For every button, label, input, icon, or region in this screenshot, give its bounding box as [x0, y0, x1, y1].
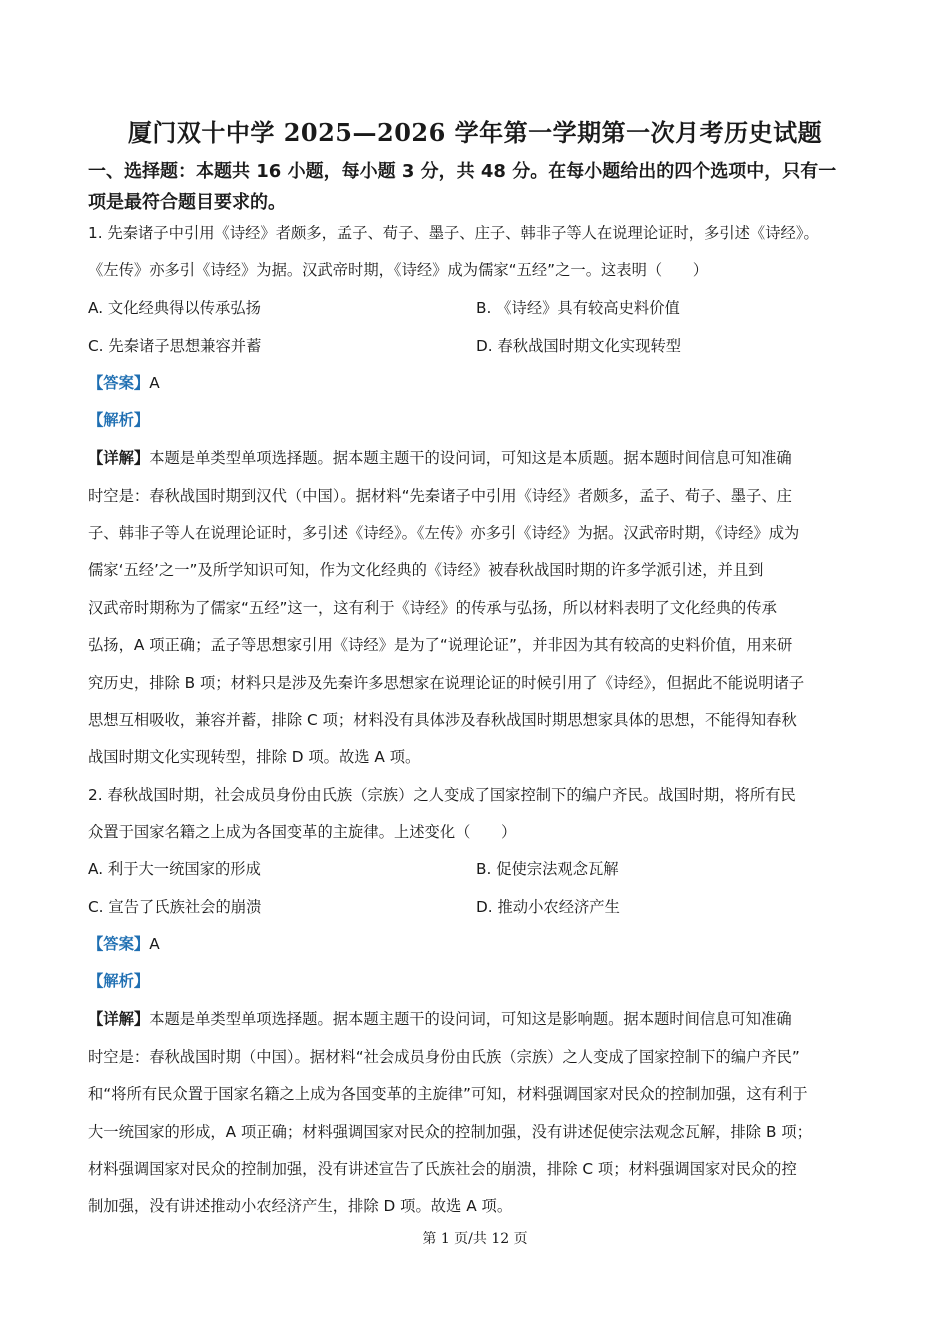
analysis-tag: 【解析】 — [88, 972, 150, 990]
page-title: 厦门双十中学 2025—2026 学年第一学期第一次月考历史试题 — [127, 118, 823, 147]
answer-value: A — [149, 935, 160, 953]
question-2-detail-line-3: 和“将所有民众置于国家名籍之上成为各国变革的主旋律”可知，材料强调国家对民众的控制加强，这有利于 — [88, 1085, 808, 1103]
question-2-option-c: C. 宣告了氏族社会的崩溃 — [88, 898, 262, 916]
section-heading-line-2: 项是最符合题目要求的。 — [88, 192, 286, 213]
question-1-detail-line-2: 时空是：春秋战国时期到汉代（中国）。据材料“先秦诸子中引用《诗经》者颇多，孟子、荀子、墨子、庄 — [88, 487, 792, 505]
question-2-detail-line-1 — [88, 1008, 792, 1030]
question-2-option-a: A. 利于大一统国家的形成 — [88, 860, 261, 878]
section-heading-line-1: 一、选择题：本题共 16 小题，每小题 3 分，共 48 分。在每小题给出的四个选项中，只有一 — [88, 161, 837, 182]
question-1-detail-line-7: 究历史，排除 B 项；材料只是涉及先秦许多思想家在说理论证的时候引用了《诗经》，但据此不能说明诸子 — [88, 674, 805, 692]
question-2-option-d: D. 推动小农经济产生 — [476, 898, 620, 916]
question-1-detail-line-1 — [88, 447, 792, 469]
detail-tag: 【详解】 — [88, 449, 150, 467]
answer-tag: 【答案】 — [88, 374, 150, 392]
question-2-stem-line-1: 2. 春秋战国时期，社会成员身份由氏族（宗族）之人变成了国家控制下的编户齐民。战国时期，将所有民 — [88, 786, 796, 804]
section-heading — [88, 156, 888, 218]
question-1-detail-line-4: 儒家‘五经’之一”及所学知识可知，作为文化经典的《诗经》被春秋战国时期的许多学派引述，并且到 — [88, 561, 764, 579]
question-2-detail-line-5: 材料强调国家对民众的控制加强，没有讲述宣告了氏族社会的崩溃，排除 C 项；材料强调国家对民众的控 — [88, 1160, 797, 1178]
answer-tag: 【答案】 — [88, 935, 150, 953]
question-2-answer — [88, 933, 160, 955]
question-1-option-c: C. 先秦诸子思想兼容并蓄 — [88, 337, 262, 355]
question-1-analysis-tag — [88, 409, 149, 431]
question-1-answer — [88, 372, 160, 394]
detail-text: 本题是单类型单项选择题。据本题主题干的设问词，可知这是本质题。据本题时间信息可知准确 — [149, 449, 792, 467]
question-2-detail-line-4: 大一统国家的形成，A 项正确；材料强调国家对民众的控制加强，没有讲述促使宗法观念瓦解，排除 B 项； — [88, 1123, 812, 1141]
answer-value: A — [149, 374, 160, 392]
detail-tag: 【详解】 — [88, 1010, 150, 1028]
analysis-tag: 【解析】 — [88, 411, 150, 429]
question-2-option-b: B. 促使宗法观念瓦解 — [476, 860, 619, 878]
question-1-stem-line-1: 1. 先秦诸子中引用《诗经》者颇多，孟子、荀子、墨子、庄子、韩非子等人在说理论证时，多引述《诗经》。 — [88, 224, 819, 242]
question-1-option-d: D. 春秋战国时期文化实现转型 — [476, 337, 682, 355]
question-1-option-b: B. 《诗经》具有较高史料价值 — [476, 299, 680, 317]
question-2-stem-line-2: 众置于国家名籍之上成为各国变革的主旋律。上述变化（ ） — [88, 823, 517, 841]
question-2-detail-line-2: 时空是：春秋战国时期（中国）。据材料“社会成员身份由氏族（宗族）之人变成了国家控制下的编户齐民” — [88, 1048, 800, 1066]
question-1-option-a: A. 文化经典得以传承弘扬 — [88, 299, 261, 317]
question-1-detail-line-9: 战国时期文化实现转型，排除 D 项。故选 A 项。 — [88, 748, 421, 766]
question-2-detail-line-6: 制加强，没有讲述推动小农经济产生，排除 D 项。故选 A 项。 — [88, 1197, 513, 1215]
page-footer: 第 1 页/共 12 页 — [422, 1231, 528, 1247]
question-1-detail-line-8: 思想互相吸收，兼容并蓄，排除 C 项；材料没有具体涉及春秋战国时期思想家具体的思想，不能得知春秋 — [88, 711, 797, 729]
question-2-analysis-tag — [88, 970, 149, 992]
question-1-detail-line-6: 弘扬，A 项正确；孟子等思想家引用《诗经》是为了“说理论证”，并非因为其有较高的史料价值，用来研 — [88, 636, 793, 654]
question-1-detail-line-5: 汉武帝时期称为了儒家“五经”这一，这有利于《诗经》的传承与弘扬，所以材料表明了文化经典的传承 — [88, 599, 777, 617]
question-1-stem-line-2: 《左传》亦多引《诗经》为据。汉武帝时期，《诗经》成为儒家“五经”之一。这表明（ ） — [88, 261, 709, 279]
detail-text: 本题是单类型单项选择题。据本题主题干的设问词，可知这是影响题。据本题时间信息可知准确 — [149, 1010, 792, 1028]
question-1-detail-line-3: 子、韩非子等人在说理论证时，多引述《诗经》。《左传》亦多引《诗经》为据。汉武帝时期，《诗经》成为 — [88, 524, 800, 542]
